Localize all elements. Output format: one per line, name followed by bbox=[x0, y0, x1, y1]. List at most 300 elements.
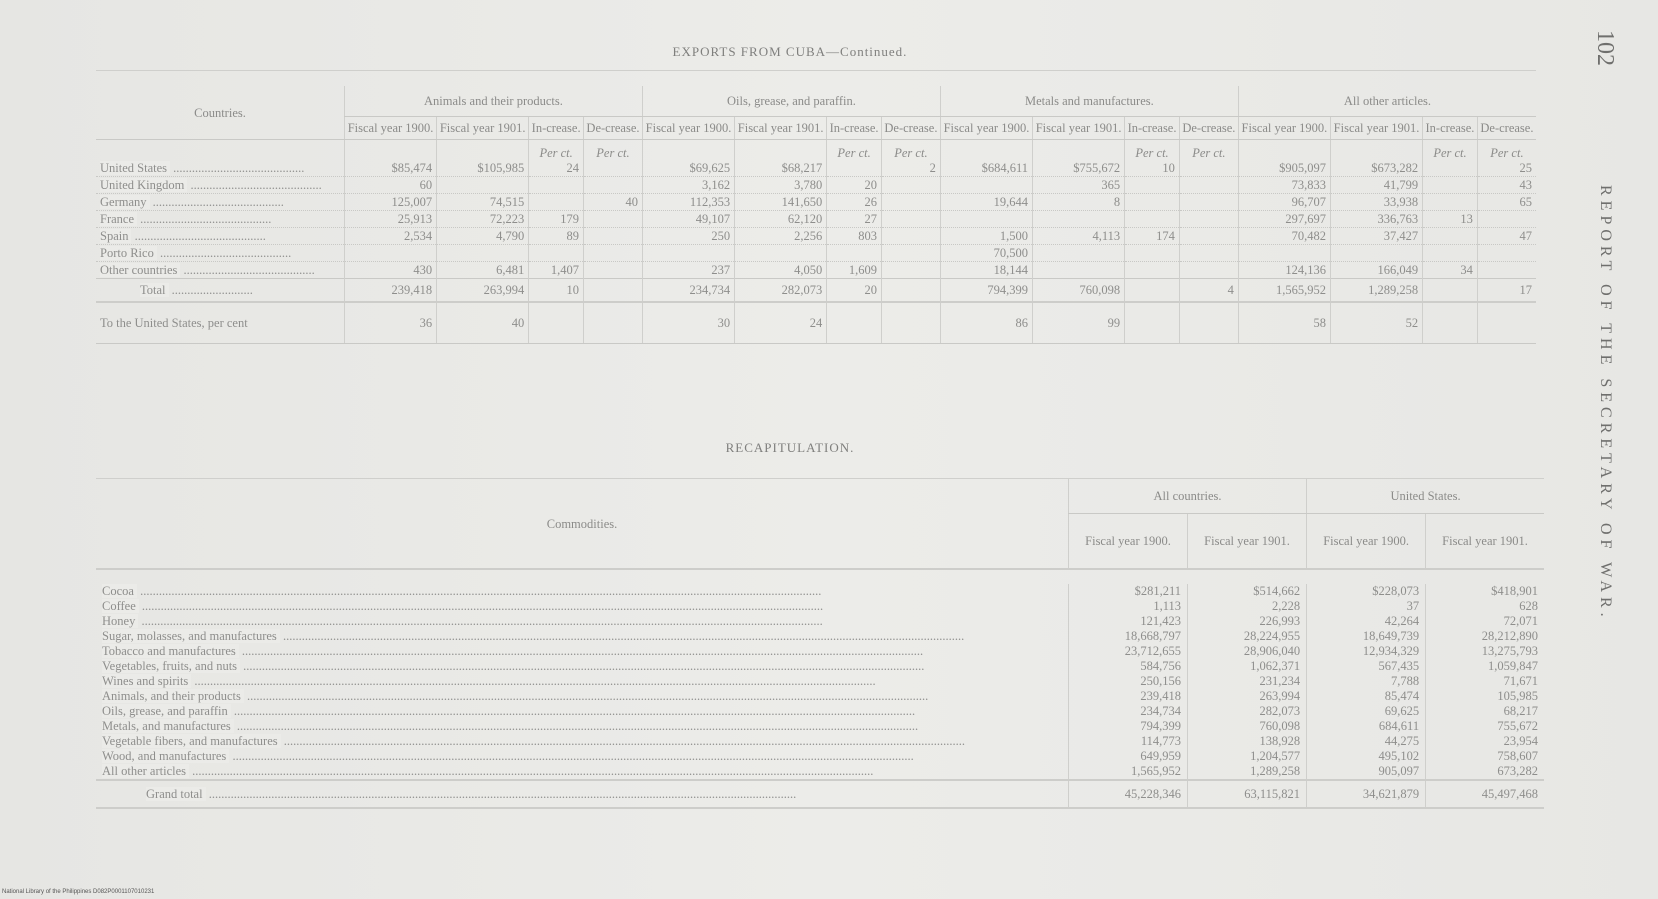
total-label: Total .......................... bbox=[96, 279, 345, 303]
table-cell: 2,228 bbox=[1188, 599, 1307, 614]
table-cell bbox=[345, 245, 437, 262]
table-cell bbox=[1125, 262, 1180, 279]
recap-subheader: Fiscal year 1901. bbox=[1188, 514, 1307, 570]
to-united-states-row bbox=[96, 302, 1536, 344]
table-cell bbox=[1238, 245, 1330, 262]
table-cell: 19,644 bbox=[940, 194, 1032, 211]
table-cell bbox=[529, 177, 584, 194]
table-row bbox=[96, 644, 1544, 659]
table-cell: 49,107 bbox=[642, 211, 734, 228]
table-cell: 42,264 bbox=[1307, 614, 1426, 629]
country-name: Spain .......................................... bbox=[96, 228, 345, 245]
to-us-cell: 24 bbox=[735, 302, 827, 344]
table-cell: 3,162 bbox=[642, 177, 734, 194]
total-cell: 10 bbox=[529, 279, 584, 303]
table-cell: 27 bbox=[827, 211, 882, 228]
table-cell: 1,289,258 bbox=[1188, 764, 1307, 780]
total-cell bbox=[881, 279, 940, 303]
total-cell: 20 bbox=[827, 279, 882, 303]
commodity-label: Coffee bbox=[102, 599, 139, 613]
country-label: Porto Rico bbox=[100, 246, 157, 260]
table-row bbox=[96, 194, 1536, 211]
table-cell: 23,712,655 bbox=[1069, 644, 1188, 659]
table-cell: 28,212,890 bbox=[1426, 629, 1544, 644]
table-cell: $684,611 bbox=[940, 160, 1032, 177]
table-cell bbox=[1330, 245, 1422, 262]
table-cell: 4,790 bbox=[437, 228, 529, 245]
table-cell: 3,780 bbox=[735, 177, 827, 194]
to-us-cell bbox=[529, 302, 584, 344]
page-number: 102 bbox=[1592, 30, 1618, 66]
to-us-cell: 99 bbox=[1033, 302, 1125, 344]
commodity-name: All other articles .......................................................................................................................................................................................................................... bbox=[102, 764, 874, 778]
table-cell: 1,113 bbox=[1069, 599, 1188, 614]
to-us-cell bbox=[827, 302, 882, 344]
country-name: Porto Rico .......................................... bbox=[96, 245, 345, 262]
total-cell bbox=[1423, 279, 1478, 303]
table-cell: $755,672 bbox=[1033, 160, 1125, 177]
table-cell: 6,481 bbox=[437, 262, 529, 279]
table-cell: 336,763 bbox=[1330, 211, 1422, 228]
countries-header: Countries. bbox=[96, 86, 345, 140]
table-cell bbox=[881, 194, 940, 211]
to-us-cell: 58 bbox=[1238, 302, 1330, 344]
exports-by-country-table bbox=[96, 86, 1536, 344]
commodity-label: All other articles bbox=[102, 764, 189, 778]
table-cell: 69,625 bbox=[1307, 704, 1426, 719]
table-cell: 755,672 bbox=[1426, 719, 1544, 734]
table-cell bbox=[583, 211, 642, 228]
to-us-cell bbox=[1477, 302, 1536, 344]
group-header-all-countries: All countries. bbox=[1069, 479, 1307, 514]
table-cell bbox=[1179, 262, 1238, 279]
table-cell: 684,611 bbox=[1307, 719, 1426, 734]
to-us-label: To the United States, per cent bbox=[96, 302, 345, 344]
table-cell: 33,938 bbox=[1330, 194, 1422, 211]
table-cell: 23,954 bbox=[1426, 734, 1544, 749]
spacer-cell bbox=[1033, 140, 1125, 161]
commodity-name: Wood, and manufactures .......................................................................................................................................................................................................................... bbox=[102, 749, 914, 763]
table-cell: 26 bbox=[827, 194, 882, 211]
table-cell: 758,607 bbox=[1426, 749, 1544, 764]
table-cell bbox=[1477, 245, 1536, 262]
table-cell bbox=[437, 245, 529, 262]
table-cell: 74,515 bbox=[437, 194, 529, 211]
spacer-cell bbox=[1330, 140, 1422, 161]
table-cell bbox=[1179, 211, 1238, 228]
column-subheader: Fiscal year 1901. bbox=[1033, 117, 1125, 140]
commodity-label: Oils, grease, and paraffin bbox=[102, 704, 231, 718]
page-heading: EXPORTS FROM CUBA—Continued. bbox=[672, 44, 908, 59]
commodity-label: Tobacco and manufactures bbox=[102, 644, 239, 658]
spacer-cell bbox=[96, 140, 345, 161]
table-cell: 250 bbox=[642, 228, 734, 245]
table-cell bbox=[642, 245, 734, 262]
table-cell: 7,788 bbox=[1307, 674, 1426, 689]
table-cell: 44,275 bbox=[1307, 734, 1426, 749]
per-cent-label: Per ct. bbox=[1179, 140, 1238, 161]
table-cell: 114,773 bbox=[1069, 734, 1188, 749]
per-cent-label: Per ct. bbox=[881, 140, 940, 161]
grand-total-cell: 63,115,821 bbox=[1188, 780, 1307, 808]
table-cell: 72,071 bbox=[1426, 614, 1544, 629]
table-cell: 24 bbox=[529, 160, 584, 177]
table-cell: 226,993 bbox=[1188, 614, 1307, 629]
total-cell: 263,994 bbox=[437, 279, 529, 303]
commodity-name: Vegetable fibers, and manufactures .......................................................................................................................................................................................................................... bbox=[102, 734, 965, 748]
total-cell: 4 bbox=[1179, 279, 1238, 303]
scan-footer: National Library of the Philippines D082P0001107010231 bbox=[2, 889, 155, 895]
table-cell: 18,649,739 bbox=[1307, 629, 1426, 644]
table-cell: 495,102 bbox=[1307, 749, 1426, 764]
table-cell: 263,994 bbox=[1188, 689, 1307, 704]
recap-subheader: Fiscal year 1900. bbox=[1307, 514, 1426, 570]
table-cell: 65 bbox=[1477, 194, 1536, 211]
grand-total-label-text: Grand total bbox=[146, 787, 206, 801]
total-cell bbox=[583, 279, 642, 303]
column-subheader: De-crease. bbox=[583, 117, 642, 140]
table-cell: $905,097 bbox=[1238, 160, 1330, 177]
table-cell bbox=[583, 177, 642, 194]
table-cell: 70,482 bbox=[1238, 228, 1330, 245]
table-cell bbox=[881, 177, 940, 194]
table-cell: 10 bbox=[1125, 160, 1180, 177]
commodity-name: Honey .......................................................................................................................................................................................................................... bbox=[102, 614, 823, 628]
table-cell bbox=[529, 245, 584, 262]
column-subheader: De-crease. bbox=[1179, 117, 1238, 140]
spacer-cell bbox=[735, 140, 827, 161]
table-cell: $105,985 bbox=[437, 160, 529, 177]
country-label: United States bbox=[100, 161, 170, 175]
commodity-label: Honey bbox=[102, 614, 138, 628]
table-cell bbox=[940, 211, 1032, 228]
column-subheader: In-crease. bbox=[1423, 117, 1478, 140]
table-cell: 365 bbox=[1033, 177, 1125, 194]
table-cell: 68,217 bbox=[1426, 704, 1544, 719]
group-header-oils: Oils, grease, and paraffin. bbox=[642, 86, 940, 117]
table-cell bbox=[437, 177, 529, 194]
country-label: Other countries bbox=[100, 263, 180, 277]
table-cell: 905,097 bbox=[1307, 764, 1426, 780]
table-cell bbox=[1423, 177, 1478, 194]
table-cell: 297,697 bbox=[1238, 211, 1330, 228]
table-cell bbox=[1179, 228, 1238, 245]
per-cent-label: Per ct. bbox=[827, 140, 882, 161]
table-cell bbox=[881, 211, 940, 228]
spacer-cell bbox=[940, 140, 1032, 161]
side-title: REPORT OF THE SECRETARY OF WAR. bbox=[1597, 185, 1614, 622]
table-cell: 803 bbox=[827, 228, 882, 245]
spacer-cell bbox=[345, 140, 437, 161]
table-row bbox=[96, 228, 1536, 245]
table-row bbox=[96, 211, 1536, 228]
table-cell: 28,224,955 bbox=[1188, 629, 1307, 644]
commodity-label: Cocoa bbox=[102, 584, 137, 598]
table-cell bbox=[827, 160, 882, 177]
table-cell: 282,073 bbox=[1188, 704, 1307, 719]
commodity-name: Tobacco and manufactures .......................................................................................................................................................................................................................... bbox=[102, 644, 924, 658]
table-row bbox=[96, 177, 1536, 194]
table-cell: 41,799 bbox=[1330, 177, 1422, 194]
country-name: United Kingdom .......................................... bbox=[96, 177, 345, 194]
to-us-cell: 40 bbox=[437, 302, 529, 344]
spacer-cell bbox=[437, 140, 529, 161]
commodity-label: Animals, and their products bbox=[102, 689, 244, 703]
table-cell bbox=[583, 160, 642, 177]
table-cell: $85,474 bbox=[345, 160, 437, 177]
recap-subheader: Fiscal year 1900. bbox=[1069, 514, 1188, 570]
table-cell: 13,275,793 bbox=[1426, 644, 1544, 659]
column-subheader: In-crease. bbox=[529, 117, 584, 140]
table-row bbox=[96, 689, 1544, 704]
to-us-cell bbox=[583, 302, 642, 344]
table-cell: 18,144 bbox=[940, 262, 1032, 279]
table-cell: $418,901 bbox=[1426, 584, 1544, 599]
table-cell: 2,534 bbox=[345, 228, 437, 245]
table-cell: 628 bbox=[1426, 599, 1544, 614]
commodity-label: Vegetables, fruits, and nuts bbox=[102, 659, 240, 673]
table-cell: 62,120 bbox=[735, 211, 827, 228]
per-cent-label: Per ct. bbox=[529, 140, 584, 161]
table-cell: $228,073 bbox=[1307, 584, 1426, 599]
table-cell bbox=[529, 194, 584, 211]
table-cell: $69,625 bbox=[642, 160, 734, 177]
table-cell: 794,399 bbox=[1069, 719, 1188, 734]
table-cell: 72,223 bbox=[437, 211, 529, 228]
country-label: Spain bbox=[100, 229, 131, 243]
per-cent-label: Per ct. bbox=[1423, 140, 1478, 161]
table-row bbox=[96, 719, 1544, 734]
country-label: Germany bbox=[100, 195, 150, 209]
country-name: Germany .......................................... bbox=[96, 194, 345, 211]
table-cell: 1,500 bbox=[940, 228, 1032, 245]
table-cell: 40 bbox=[583, 194, 642, 211]
commodity-label: Wood, and manufactures bbox=[102, 749, 229, 763]
commodity-name: Wines and spirits .......................................................................................................................................................................................................................... bbox=[102, 674, 876, 688]
table-cell: 37,427 bbox=[1330, 228, 1422, 245]
commodity-name: Coffee .......................................................................................................................................................................................................................... bbox=[102, 599, 824, 613]
table-cell bbox=[1179, 245, 1238, 262]
table-cell: 13 bbox=[1423, 211, 1478, 228]
table-cell: 105,985 bbox=[1426, 689, 1544, 704]
grand-total-row bbox=[96, 780, 1544, 808]
total-cell: 17 bbox=[1477, 279, 1536, 303]
table-cell: 1,565,952 bbox=[1069, 764, 1188, 780]
country-name: United States .......................................... bbox=[96, 160, 345, 177]
table-cell: 25,913 bbox=[345, 211, 437, 228]
to-us-cell bbox=[1179, 302, 1238, 344]
table-cell: 1,609 bbox=[827, 262, 882, 279]
table-cell: 231,234 bbox=[1188, 674, 1307, 689]
per-cent-label: Per ct. bbox=[1125, 140, 1180, 161]
commodities-header: Commodities. bbox=[96, 479, 1069, 570]
table-cell: $673,282 bbox=[1330, 160, 1422, 177]
column-subheader: Fiscal year 1900. bbox=[345, 117, 437, 140]
commodity-label: Wines and spirits bbox=[102, 674, 191, 688]
table-row bbox=[96, 734, 1544, 749]
total-cell: 282,073 bbox=[735, 279, 827, 303]
table-cell bbox=[1033, 245, 1125, 262]
table-cell bbox=[583, 262, 642, 279]
country-label: United Kingdom bbox=[100, 178, 187, 192]
table-cell: 124,136 bbox=[1238, 262, 1330, 279]
table-cell: 37 bbox=[1307, 599, 1426, 614]
column-subheader: In-crease. bbox=[1125, 117, 1180, 140]
table-cell: 234,734 bbox=[1069, 704, 1188, 719]
table-cell bbox=[1179, 160, 1238, 177]
table-cell: 584,756 bbox=[1069, 659, 1188, 674]
grand-total-cell: 45,497,468 bbox=[1426, 780, 1544, 808]
table-cell: $68,217 bbox=[735, 160, 827, 177]
commodity-name: Vegetables, fruits, and nuts .......................................................................................................................................................................................................................... bbox=[102, 659, 925, 673]
table-cell: 89 bbox=[529, 228, 584, 245]
total-cell: 760,098 bbox=[1033, 279, 1125, 303]
recapitulation-table bbox=[96, 478, 1544, 809]
table-row bbox=[96, 160, 1536, 177]
table-cell bbox=[735, 245, 827, 262]
running-head bbox=[1558, 30, 1618, 730]
table-row bbox=[96, 674, 1544, 689]
table-cell: 760,098 bbox=[1188, 719, 1307, 734]
commodity-label: Vegetable fibers, and manufactures bbox=[102, 734, 281, 748]
table-cell: 85,474 bbox=[1307, 689, 1426, 704]
table-row bbox=[96, 262, 1536, 279]
table-cell bbox=[1125, 194, 1180, 211]
table-cell: 43 bbox=[1477, 177, 1536, 194]
table-cell: 71,671 bbox=[1426, 674, 1544, 689]
table-cell: 60 bbox=[345, 177, 437, 194]
column-subheader: Fiscal year 1900. bbox=[940, 117, 1032, 140]
table-cell: 174 bbox=[1125, 228, 1180, 245]
recapitulation-heading: RECAPITULATION. bbox=[725, 440, 855, 455]
table-cell: 112,353 bbox=[642, 194, 734, 211]
table-cell: 4,113 bbox=[1033, 228, 1125, 245]
commodity-name: Animals, and their products .......................................................................................................................................................................................................................... bbox=[102, 689, 929, 703]
table-cell: 141,650 bbox=[735, 194, 827, 211]
table-cell: 138,928 bbox=[1188, 734, 1307, 749]
table-cell: 125,007 bbox=[345, 194, 437, 211]
to-us-cell bbox=[1125, 302, 1180, 344]
table-row bbox=[96, 749, 1544, 764]
to-us-cell: 36 bbox=[345, 302, 437, 344]
column-subheader: Fiscal year 1901. bbox=[437, 117, 529, 140]
table-cell bbox=[1423, 160, 1478, 177]
table-cell bbox=[1477, 211, 1536, 228]
table-row bbox=[96, 764, 1544, 780]
table-cell bbox=[1033, 211, 1125, 228]
table-cell: 18,668,797 bbox=[1069, 629, 1188, 644]
table-cell: 1,407 bbox=[529, 262, 584, 279]
to-us-cell: 52 bbox=[1330, 302, 1422, 344]
table-cell: 34 bbox=[1423, 262, 1478, 279]
column-subheader: In-crease. bbox=[827, 117, 882, 140]
commodity-label: Sugar, molasses, and manufactures bbox=[102, 629, 280, 643]
table-cell: 239,418 bbox=[1069, 689, 1188, 704]
table-cell: 47 bbox=[1477, 228, 1536, 245]
table-cell: 2,256 bbox=[735, 228, 827, 245]
table-cell: 1,062,371 bbox=[1188, 659, 1307, 674]
table-cell bbox=[881, 262, 940, 279]
spacer-cell bbox=[1238, 140, 1330, 161]
country-name: Other countries .......................................... bbox=[96, 262, 345, 279]
table-cell bbox=[1179, 194, 1238, 211]
grand-total-cell: 34,621,879 bbox=[1307, 780, 1426, 808]
column-subheader: Fiscal year 1900. bbox=[1238, 117, 1330, 140]
table-row bbox=[96, 614, 1544, 629]
table-cell bbox=[1125, 177, 1180, 194]
table-cell: 179 bbox=[529, 211, 584, 228]
table-row bbox=[96, 245, 1536, 262]
table-cell bbox=[1125, 211, 1180, 228]
total-label-text: Total bbox=[140, 283, 169, 297]
recap-subheader: Fiscal year 1901. bbox=[1426, 514, 1544, 570]
to-us-cell: 30 bbox=[642, 302, 734, 344]
table-cell: 567,435 bbox=[1307, 659, 1426, 674]
total-cell: 234,734 bbox=[642, 279, 734, 303]
per-cent-label: Per ct. bbox=[1477, 140, 1536, 161]
commodity-name: Sugar, molasses, and manufactures .......................................................................................................................................................................................................................... bbox=[102, 629, 965, 643]
table-row bbox=[96, 629, 1544, 644]
spacer-cell bbox=[96, 569, 1544, 584]
commodity-label: Metals, and manufactures bbox=[102, 719, 234, 733]
total-cell: 1,565,952 bbox=[1238, 279, 1330, 303]
table-cell bbox=[940, 177, 1032, 194]
per-cent-label: Per ct. bbox=[583, 140, 642, 161]
table-cell bbox=[881, 245, 940, 262]
total-cell: 794,399 bbox=[940, 279, 1032, 303]
table-cell bbox=[1477, 262, 1536, 279]
table-cell bbox=[1423, 228, 1478, 245]
table-cell: 1,204,577 bbox=[1188, 749, 1307, 764]
table-row bbox=[96, 599, 1544, 614]
table-row bbox=[96, 584, 1544, 599]
table-cell: 70,500 bbox=[940, 245, 1032, 262]
column-subheader: De-crease. bbox=[881, 117, 940, 140]
table-cell bbox=[1423, 245, 1478, 262]
top-rule bbox=[96, 70, 1536, 71]
country-name: France .......................................... bbox=[96, 211, 345, 228]
table-cell: 73,833 bbox=[1238, 177, 1330, 194]
table-cell: $514,662 bbox=[1188, 584, 1307, 599]
to-us-cell bbox=[881, 302, 940, 344]
table-cell: 430 bbox=[345, 262, 437, 279]
table-cell: 96,707 bbox=[1238, 194, 1330, 211]
total-cell: 1,289,258 bbox=[1330, 279, 1422, 303]
grand-total-cell: 45,228,346 bbox=[1069, 780, 1188, 808]
table-cell: 2 bbox=[881, 160, 940, 177]
table-cell: $281,211 bbox=[1069, 584, 1188, 599]
table-cell: 8 bbox=[1033, 194, 1125, 211]
to-us-cell bbox=[1423, 302, 1478, 344]
to-us-cell: 86 bbox=[940, 302, 1032, 344]
group-header-metals: Metals and manufactures. bbox=[940, 86, 1238, 117]
total-cell bbox=[1125, 279, 1180, 303]
column-subheader: Fiscal year 1901. bbox=[1330, 117, 1422, 140]
table-cell: 649,959 bbox=[1069, 749, 1188, 764]
table-cell: 673,282 bbox=[1426, 764, 1544, 780]
table-cell: 25 bbox=[1477, 160, 1536, 177]
grand-total-label: Grand total ............................................................................................................................................................................................ bbox=[96, 780, 1069, 808]
table-cell: 20 bbox=[827, 177, 882, 194]
table-cell bbox=[1423, 194, 1478, 211]
table-cell bbox=[1179, 177, 1238, 194]
table-cell: 4,050 bbox=[735, 262, 827, 279]
table-cell bbox=[1033, 262, 1125, 279]
table-cell bbox=[583, 245, 642, 262]
table-cell bbox=[583, 228, 642, 245]
column-subheader: De-crease. bbox=[1477, 117, 1536, 140]
table-cell bbox=[1125, 245, 1180, 262]
